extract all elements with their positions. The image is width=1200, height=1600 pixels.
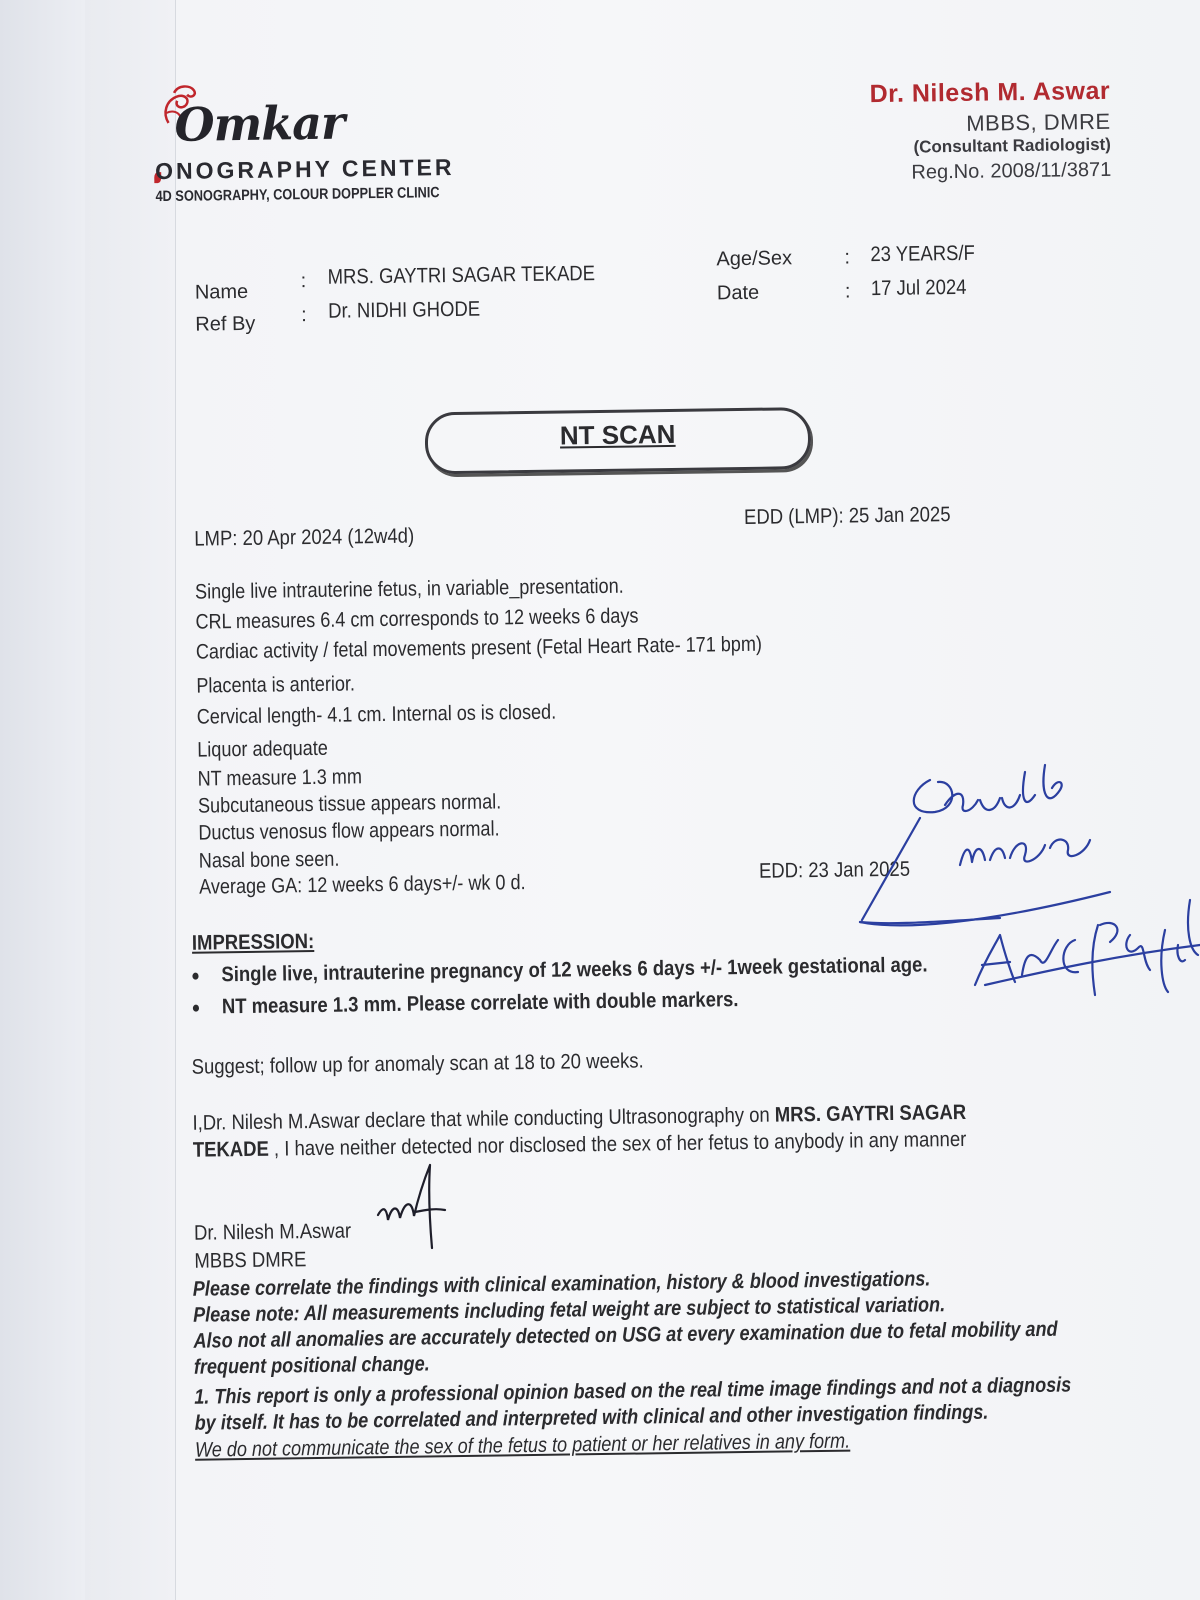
impression-item: NT measure 1.3 mm. Please correlate with double markers. — [193, 988, 739, 1020]
finding-line: Cardiac activity / fetal movements present (Fetal Heart Rate- 171 bpm) — [195, 632, 763, 664]
finding-line: Ductus venosus flow appears normal. — [198, 817, 500, 845]
agesex-label: Age/Sex — [716, 247, 793, 271]
name-label: Name — [194, 280, 249, 304]
refby-label: Ref By — [195, 312, 256, 336]
disclaimer-line: Also not all anomalies are accurately detected on USG at every examination due to fetal mobility and — [193, 1317, 1058, 1353]
suggestion-line: Suggest; follow up for anomaly scan at 18 to 20 weeks. — [191, 1049, 644, 1079]
report-title: NT SCAN — [559, 418, 676, 451]
center-subtitle: 4D SONOGRAPHY, COLOUR DOPPLER CLINIC — [155, 184, 440, 206]
disclaimer-line: frequent positional change. — [193, 1352, 430, 1379]
impression-heading: IMPRESSION: — [191, 930, 315, 955]
logo-wordmark: Omkar — [174, 95, 345, 152]
date-colon: : — [844, 280, 851, 303]
edd-line: EDD: 23 Jan 2025 — [758, 857, 911, 883]
disclaimer-line: Please note: All measurements including fetal weight are subject to statistical variation. — [192, 1293, 946, 1327]
center-name: ONOGRAPHY CENTER — [154, 153, 455, 185]
edd-lmp-line: EDD (LMP): 25 Jan 2025 — [743, 503, 951, 529]
finding-line: Cervical length- 4.1 cm. Internal os is closed. — [196, 700, 557, 729]
disclaimer-line: 1. This report is only a professional opinion based on the real time image findings and not a diagnosis — [194, 1373, 1072, 1409]
signatory-qualifications: MBBS DMRE — [194, 1248, 307, 1273]
disclaimer-line: We do not communicate the sex of the fetus to patient or her relatives in any form. — [194, 1429, 851, 1462]
signatory-name: Dr. Nilesh M.Aswar — [193, 1219, 352, 1245]
doctor-title: (Consultant Radiologist) — [913, 134, 1112, 157]
finding-line: NT measure 1.3 mm — [197, 765, 363, 791]
disclaimer-line: Please correlate the findings with clinical examination, history & blood investigations. — [192, 1267, 931, 1301]
finding-line: Liquor adequate — [197, 736, 328, 762]
refby-colon: : — [301, 304, 307, 327]
finding-line: Average GA: 12 weeks 6 days+/- wk 0 d. — [199, 871, 526, 899]
agesex-colon: : — [844, 246, 851, 269]
impression-item: Single live, intrauterine pregnancy of 12 weeks 6 days +/- 1week gestational age. — [192, 953, 927, 987]
finding-line: Nasal bone seen. — [198, 847, 340, 873]
date-value: 17 Jul 2024 — [870, 275, 967, 301]
finding-line: Single live intrauterine fetus, in variable_presentation. — [194, 574, 624, 604]
finding-line: Subcutaneous tissue appears normal. — [197, 790, 502, 818]
doctor-registration: Reg.No. 2008/11/3871 — [911, 158, 1112, 184]
doctor-name: Dr. Nilesh M. Aswar — [869, 76, 1111, 109]
doctor-qualifications: MBBS, DMRE — [966, 108, 1111, 136]
lmp-line: LMP: 20 Apr 2024 (12w4d) — [194, 524, 415, 551]
declaration-line-1: I,Dr. Nilesh M.Aswar declare that while conducting Ultrasonography on MRS. GAYTRI SAGAR — [192, 1100, 967, 1135]
declaration-line-2: TEKADE , I have neither detected nor disclosed the sex of her fetus to anybody in any manner — [192, 1127, 967, 1162]
refby-value: Dr. NIDHI GHODE — [327, 297, 481, 323]
finding-line: CRL measures 6.4 cm corresponds to 12 weeks 6 days — [195, 604, 639, 634]
date-label: Date — [716, 281, 760, 305]
signature-icon — [370, 1160, 450, 1255]
patient-name: MRS. GAYTRI SAGAR TEKADE — [327, 262, 596, 289]
disclaimer-line: by itself. It has to be correlated and interpreted with clinical and other investigation findings. — [194, 1400, 989, 1435]
name-colon: : — [300, 270, 307, 293]
finding-line: Placenta is anterior. — [196, 672, 356, 698]
agesex-value: 23 YEARS/F — [870, 241, 975, 267]
